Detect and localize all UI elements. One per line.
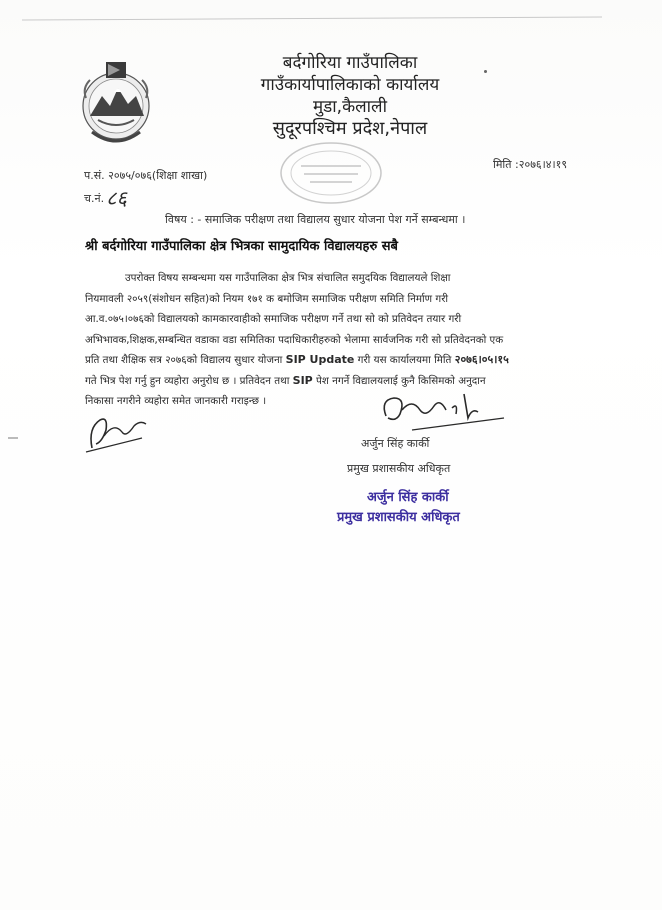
body-line: अभिभावक,शिक्षक,सम्बन्धित वडाका वडा समितिका पदाधिकारीहरुको भेलामा सार्वजनिक गरी सो प्रतिवेदनको एक bbox=[85, 333, 504, 346]
signer-name: अर्जुन सिंह कार्की bbox=[361, 437, 430, 450]
subject-line: विषय : - समाजिक परीक्षण तथा विद्यालय सुधार योजना पेश गर्ने सम्बन्धमा । bbox=[165, 213, 466, 226]
initials-signature bbox=[82, 408, 152, 456]
sip-update-term: SIP Update bbox=[285, 353, 355, 366]
body-text-span: प्रति तथा शैक्षिक सत्र २०७६को विद्यालय सुधार योजना bbox=[85, 354, 283, 366]
signer-title: प्रमुख प्रशासकीय अधिकृत bbox=[347, 462, 451, 475]
deadline-date: २०७६।०५।१५ bbox=[454, 353, 509, 366]
dispatch-number bbox=[84, 184, 127, 211]
stamp-signer-name: अर्जुन सिंह कार्की bbox=[367, 490, 449, 505]
letter-date: मिति :२०७६।४।१९ bbox=[493, 158, 568, 171]
letter-body bbox=[85, 268, 615, 412]
body-line: उपरोक्त विषय सम्बन्धमा यस गाउँपालिका क्षेत्र भित्र संचालित समुदयिक विद्यालयले शिक्षा bbox=[125, 272, 451, 284]
edge-mark bbox=[8, 437, 18, 439]
signature bbox=[372, 388, 512, 438]
body-line: नियमावली २०५९(संशोधन सहित)को नियम १७१ क बमोजिम समाजिक परीक्षण समिति निर्माण गरी bbox=[85, 292, 449, 305]
sip-term: SIP bbox=[292, 373, 313, 387]
nepal-emblem-icon bbox=[78, 58, 154, 150]
body-line: निकासा नगरीने व्यहोरा समेत जानकारी गराइन्छ । bbox=[85, 395, 267, 407]
top-rule bbox=[22, 16, 602, 20]
body-line bbox=[85, 350, 615, 371]
letterhead-line-3: मुडा,कैलाली bbox=[313, 97, 387, 117]
letterhead bbox=[205, 52, 495, 140]
body-text-span: पेश नगर्ने विद्यालयलाई कुनै किसिमको अनुदान bbox=[312, 374, 486, 387]
letterhead-line-1: बर्दगोरिया गाउँपालिका bbox=[282, 53, 418, 73]
body-line: आ.व.०७५।०७६को विद्यालयको कामकारवाहीको समाजिक परीक्षण गर्ने तथा सो को प्रतिवेदन तयार गरी bbox=[85, 313, 462, 325]
reference-number: प.सं. २०७५/०७६(शिक्षा शाखा) bbox=[84, 169, 208, 182]
addressee: श्री बर्दगोरिया गाउँपालिका क्षेत्र भित्रका सामुदायिक विद्यालयहरु सबै bbox=[85, 239, 398, 254]
dispatch-label: च.नं. bbox=[84, 192, 105, 205]
body-text-span: गते भित्र पेश गर्नु हुन व्यहोरा अनुरोध छ । प्रतिवेदन तथा bbox=[85, 374, 290, 387]
body-line bbox=[85, 371, 615, 392]
stamp-signer-title: प्रमुख प्रशासकीय अधिकृत bbox=[337, 510, 460, 525]
letterhead-line-4: सुदूरपश्चिम प्रदेश,नेपाल bbox=[272, 118, 428, 139]
letterhead-line-2: गाउँकार्यापालिकाको कार्यालय bbox=[260, 75, 440, 95]
body-text-span: गरी यस कार्यालयमा मिति bbox=[354, 354, 452, 366]
office-stamp-icon bbox=[276, 138, 386, 208]
dispatch-handwritten: ८६ bbox=[106, 186, 127, 210]
